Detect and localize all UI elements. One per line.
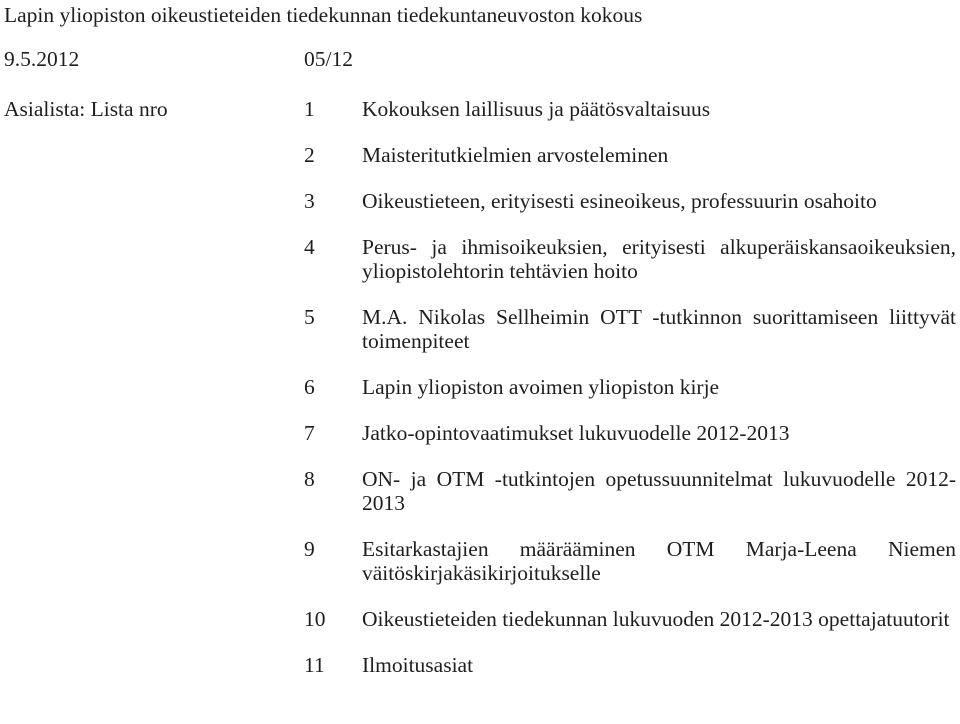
agenda-item-number: 4 — [304, 235, 315, 259]
agenda-item-number: 10 — [304, 607, 326, 631]
agenda-item-8 — [304, 467, 956, 515]
agenda-item-number: 2 — [304, 143, 315, 167]
agenda-item-text: M.A. Nikolas Sellheimin OTT -tutkinnon suorittamiseen liittyvät toimenpiteet — [362, 305, 956, 353]
agenda-item-number: 8 — [304, 467, 315, 491]
agenda-item-text: Perus- ja ihmisoikeuksien, erityisesti alkuperäiskansaoikeuksien, yliopistolehtorin tehtävien hoito — [362, 235, 956, 283]
agenda-item-text: Oikeustieteiden tiedekunnan lukuvuoden 2012-2013 opettajatuutorit — [362, 607, 950, 631]
meeting-number: 05/12 — [304, 47, 353, 71]
agenda-label: Asialista: Lista nro — [4, 97, 168, 121]
meeting-date: 9.5.2012 — [4, 47, 80, 71]
agenda-item-text: Jatko-opintovaatimukset lukuvuodelle 2012-2013 — [362, 421, 790, 445]
agenda-item-number: 9 — [304, 537, 315, 561]
agenda-item-5 — [304, 305, 956, 353]
agenda-item-number: 5 — [304, 305, 315, 329]
agenda-item-text: Maisteritutkielmien arvosteleminen — [362, 143, 669, 167]
agenda-item-number: 6 — [304, 375, 315, 399]
agenda-item-text: Kokouksen laillisuus ja päätösvaltaisuus — [362, 97, 711, 121]
agenda-item-text: ON- ja OTM -tutkintojen opetussuunnitelmat lukuvuodelle 2012-2013 — [362, 467, 956, 515]
agenda-item-number: 1 — [304, 97, 315, 121]
agenda-item-11 — [304, 653, 956, 677]
agenda-item-9 — [304, 537, 956, 585]
agenda-item-text: Oikeustieteen, erityisesti esineoikeus, professuurin osahoito — [362, 189, 877, 213]
agenda-item-number: 7 — [304, 421, 315, 445]
agenda-item-1 — [304, 97, 956, 121]
agenda-item-number: 3 — [304, 189, 315, 213]
agenda-item-number: 11 — [304, 653, 325, 677]
agenda-item-text: Esitarkastajien määrääminen OTM Marja-Leena Niemen väitöskirjakäsikirjoitukselle — [362, 537, 956, 585]
agenda-item-7 — [304, 421, 956, 445]
page-title: Lapin yliopiston oikeustieteiden tiedekunnan tiedekuntaneuvoston kokous — [4, 3, 643, 27]
agenda-item-10 — [304, 607, 956, 631]
agenda-item-text: Lapin yliopiston avoimen yliopiston kirje — [362, 375, 720, 399]
agenda-item-2 — [304, 143, 956, 167]
agenda-item-6 — [304, 375, 956, 399]
agenda-item-text: Ilmoitusasiat — [362, 653, 474, 677]
agenda-item-3 — [304, 189, 956, 213]
agenda-list — [304, 97, 956, 699]
agenda-item-4 — [304, 235, 956, 283]
